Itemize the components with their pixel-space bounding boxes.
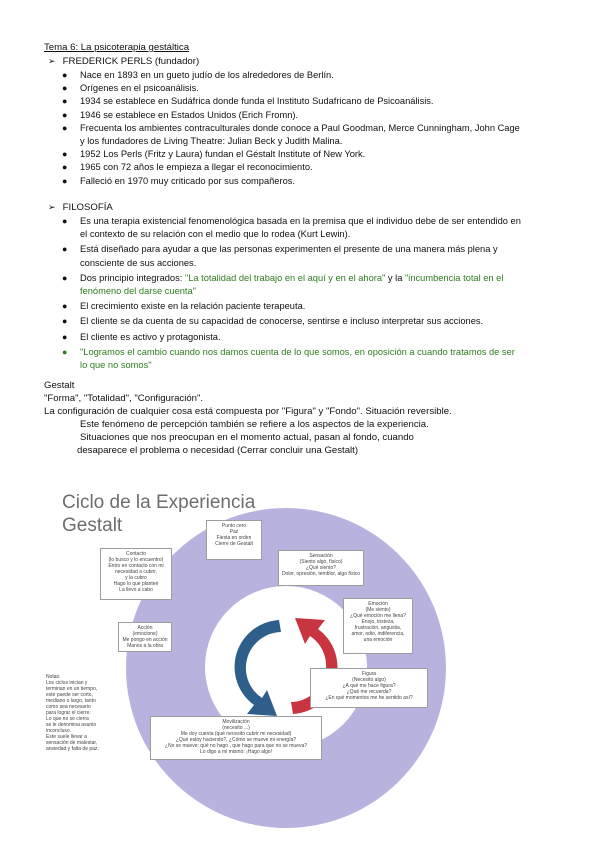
quote-principle-1: "La totalidad del trabajo en el aquí y en el ahora" bbox=[184, 272, 386, 283]
section-heading-perls bbox=[48, 55, 199, 68]
list-item: ● El cliente se da cuenta de su capacidad de conocerse, sentirse e incluso interpretar sus acciones. bbox=[62, 315, 562, 328]
stage-reposo: Punto cero Paz Fiesta en orden Cierre de Gestalt bbox=[206, 520, 262, 560]
quote-principle-2: "incumbencia total en el bbox=[404, 272, 504, 283]
list-item: ● Orígenes en el psicoanálisis. bbox=[62, 82, 562, 95]
gestalt-line: desaparece el problema o necesidad (Cerrar concluir una Gestalt) bbox=[77, 445, 359, 456]
stage-movilizacion: Movilización (necesito ...) Me doy cuenta (qué necesito cubrir mi necesidad) ¿Qué estoy haciendo?, ¿Cómo se mueve mi energía? ¿No se mueve: qué no hago , que hago para que no se mueva? Lo digo a mi mismo: ¡Hago algo! bbox=[150, 716, 322, 760]
list-item-continuation: y los fundadores de Living Theatre: Julian Beck y Judith Malina. bbox=[80, 136, 343, 147]
arrow-bullet-icon: ➢ bbox=[48, 202, 56, 212]
experience-cycle-diagram bbox=[40, 470, 560, 840]
list-item: ● 1946 se establece en Estados Unidos (Erich Fromn). bbox=[62, 109, 562, 122]
list-item: ● Dos principio integrados: "La totalidad del trabajo en el aquí y en el ahora" y la "incumbencia total en el bbox=[62, 272, 562, 285]
bullet-icon: ● bbox=[62, 96, 68, 107]
list-item: ● Nace en 1893 en un gueto judío de los alrededores de Berlín. bbox=[62, 69, 562, 82]
section-heading-filosofia bbox=[48, 201, 113, 214]
bullet-icon: ● bbox=[62, 216, 68, 226]
stage-contacto: Contacto (lo busco y lo encuentro) Entro en contacto con mi necesidad a cubrir, y la cubro Hago lo que planteé La llevo a cabo bbox=[100, 548, 172, 600]
bullet-icon: ● bbox=[62, 149, 68, 160]
bullet-icon: ● bbox=[62, 346, 68, 357]
bullet-icon: ● bbox=[62, 301, 68, 312]
diagram-notes: Notas: Los ciclos inician y terminan en un tiempo, este puede ser corto, mediano o largo, tanto como sea necesario para lograr el cierre. Lo que no se cierra se le denomina asunto inconcluso. Este suele llevar a sensación de malestar, ansiedad y falta de paz. bbox=[46, 674, 99, 752]
gestalt-line: "Forma", "Totalidad", "Configuración". bbox=[44, 393, 204, 404]
list-item: ● 1952 Los Perls (Fritz y Laura) fundan el Géstalt Institute of New York. bbox=[62, 148, 562, 161]
gestalt-line: La configuración de cualquier cosa está compuesta por "Figura" y "Fondo". Situación reversible. bbox=[44, 406, 452, 417]
section-heading-text: FREDERICK PERLS (fundador) bbox=[62, 56, 200, 67]
list-item: ● Está diseñado para ayudar a que las personas experimenten el presente de una manera más plena y bbox=[62, 243, 562, 256]
list-item bbox=[62, 346, 562, 359]
gestalt-line: Situaciones que nos preocupan en el momento actual, pasan al fondo, cuando bbox=[80, 432, 414, 443]
bullet-icon: ● bbox=[62, 272, 68, 283]
list-item-continuation: lo que no somos" bbox=[80, 360, 152, 371]
quote-cambio: "Logramos el cambio cuando nos damos cuenta de lo que somos, en oposición a cuando tratamos de ser bbox=[80, 346, 515, 357]
bullet-icon: ● bbox=[62, 162, 68, 173]
bullet-icon: ● bbox=[62, 83, 68, 94]
list-item: ● Frecuenta los ambientes contraculturales donde conoce a Paul Goodman, Merce Cunningham, John Cage bbox=[62, 122, 562, 135]
cycle-arrows-icon bbox=[219, 600, 353, 734]
bullet-icon: ● bbox=[62, 316, 68, 327]
list-item-continuation: el contexto de su relación con el medio que lo rodea (Kurt Lewin). bbox=[80, 229, 351, 240]
stage-emocion: Emoción (Me siento) ¿Qué emoción me llena? Enojo, tristeza, frustración, angustia, amor, odio, indiferencia, una emoción bbox=[343, 598, 413, 654]
filosofia-list bbox=[62, 215, 562, 372]
stage-sensacion: Sensación (Siento algo, físico) ¿Qué siento? Dolor, opresión, temblor, algo físico bbox=[278, 550, 364, 586]
list-item: ● Falleció en 1970 muy criticado por sus compañeros. bbox=[62, 175, 562, 188]
stage-figura: Figura (Necesito algo) ¿A qué me hace figura? ¿Qué me recuerda? ¿En qué momentos me he sentido así? bbox=[310, 668, 428, 708]
diagram-title-line2: Gestalt bbox=[62, 515, 123, 536]
list-item: ● 1965 con 72 años le empieza a llegar el reconocimiento. bbox=[62, 161, 562, 174]
bullet-icon: ● bbox=[62, 122, 68, 133]
bullet-icon: ● bbox=[62, 244, 68, 255]
list-item-continuation: fenómeno del darse cuenta" bbox=[80, 286, 196, 297]
gestalt-heading: Gestalt bbox=[44, 380, 75, 391]
gestalt-line: Este fenómeno de percepción también se refiere a los aspectos de la experiencia. bbox=[80, 419, 429, 430]
list-item: ● El crecimiento existe en la relación paciente terapeuta. bbox=[62, 300, 562, 313]
section-heading-text: FILOSOFÍA bbox=[62, 202, 113, 213]
diagram-title-line1: Ciclo de la Experiencia bbox=[62, 492, 256, 513]
bullet-icon: ● bbox=[62, 331, 68, 342]
list-item-continuation: consciente de sus acciones. bbox=[80, 257, 197, 268]
bullet-icon: ● bbox=[62, 175, 68, 186]
page-title: Tema 6: La psicoterapia gestáltica bbox=[44, 42, 190, 53]
list-item: ● El cliente es activo y protagonista. bbox=[62, 331, 562, 344]
bullet-icon: ● bbox=[62, 109, 68, 120]
list-item: ● Es una terapia existencial fenomenológica basada en la premisa que el individuo debe de ser entendido en bbox=[62, 215, 562, 228]
list-item: ● 1934 se establece en Sudáfrica donde funda el Instituto Sudafricano de Psicoanálisis. bbox=[62, 95, 562, 108]
arrow-bullet-icon: ➢ bbox=[48, 56, 56, 66]
bullet-icon: ● bbox=[62, 70, 68, 80]
blue-arrow-icon bbox=[235, 620, 281, 716]
stage-accion: Acción (emocione) Me pongo en acción Manos a la obra bbox=[118, 622, 172, 652]
perls-list bbox=[62, 69, 562, 188]
